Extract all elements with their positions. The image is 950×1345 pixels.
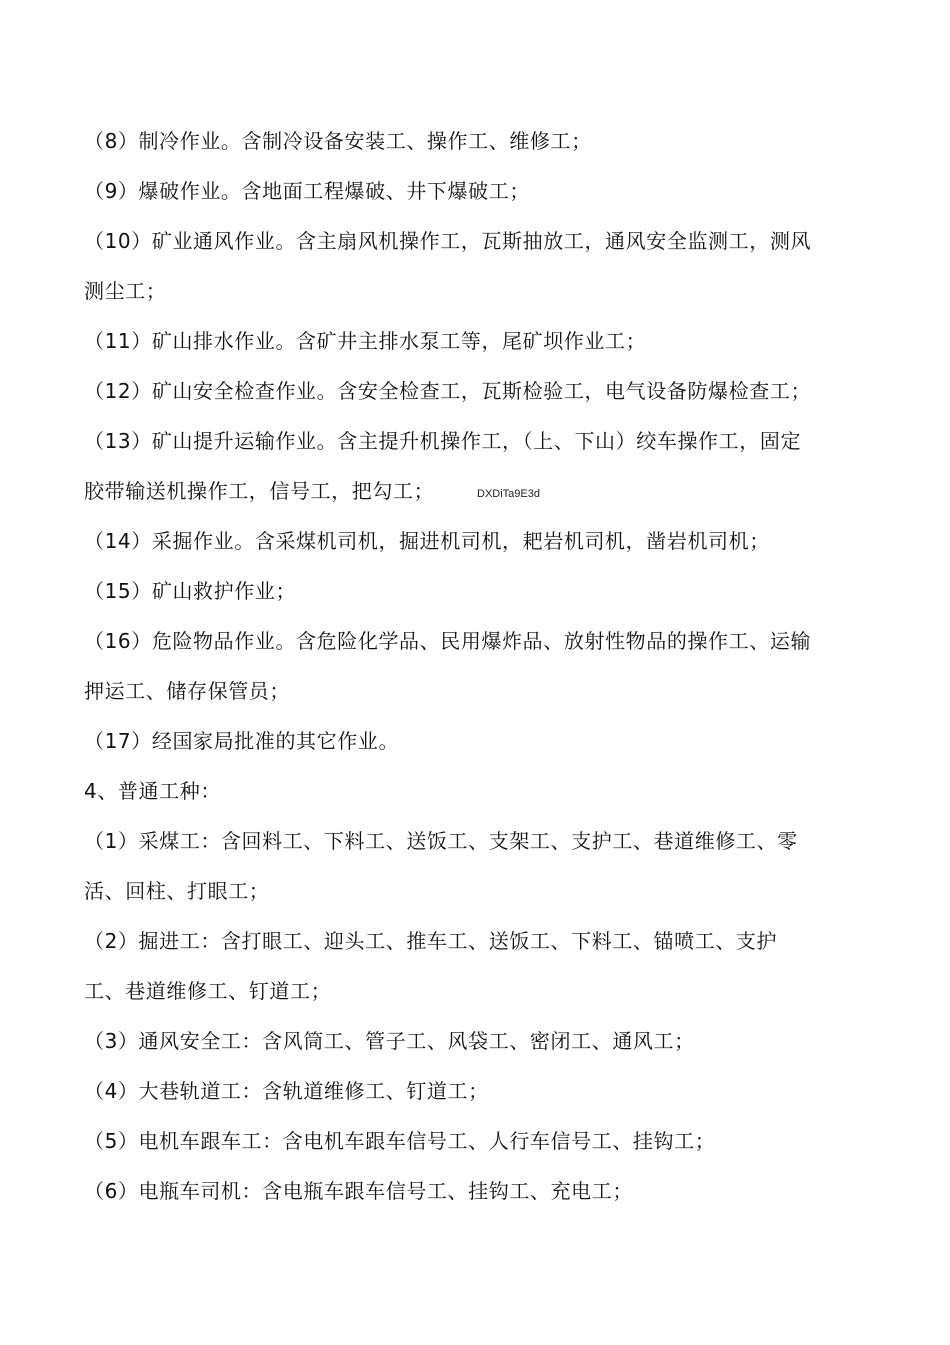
text-line: （10）矿业通风作业。含主扇风机操作工，瓦斯抽放工，通风安全监测工，测风 <box>84 229 812 253</box>
text-line: （1）采煤工：含回料工、下料工、送饭工、支架工、支护工、巷道维修工、零 <box>84 829 798 853</box>
text-line: （4）大巷轨道工：含轨道维修工、钉道工； <box>84 1079 489 1103</box>
text-line: 工、巷道维修工、钉道工； <box>84 979 332 1003</box>
text-line: （12）矿山安全检查作业。含安全检查工，瓦斯检验工，电气设备防爆检查工； <box>84 379 812 403</box>
text-line: （2）掘进工：含打眼工、迎头工、推车工、送饭工、下料工、锚喷工、支护 <box>84 929 778 953</box>
text-line: （14）采掘作业。含采煤机司机，掘进机司机，耙岩机司机，凿岩机司机； <box>84 529 770 553</box>
text-line: （15）矿山救护作业； <box>84 579 297 603</box>
text-line: （8）制冷作业。含制冷设备安装工、操作工、维修工； <box>84 129 592 153</box>
text-line: 活、回柱、打眼工； <box>84 879 270 903</box>
text-line: 胶带输送机操作工，信号工，把勾工； <box>84 479 435 503</box>
text-line: （16）危险物品作业。含危险化学品、民用爆炸品、放射性物品的操作工、运输 <box>84 629 812 653</box>
text-line: 押运工、储存保管员； <box>84 679 290 703</box>
section-heading: 4、普通工种： <box>84 779 221 803</box>
text-line: 测尘工； <box>84 279 167 303</box>
text-line: （6）电瓶车司机：含电瓶车跟车信号工、挂钩工、充电工； <box>84 1179 633 1203</box>
text-line: （5）电机车跟车工：含电机车跟车信号工、人行车信号工、挂钩工； <box>84 1129 716 1153</box>
text-line: （9）爆破作业。含地面工程爆破、井下爆破工； <box>84 179 530 203</box>
text-line: （3）通风安全工：含风筒工、管子工、风袋工、密闭工、通风工； <box>84 1029 695 1053</box>
text-line: （17）经国家局批准的其它作业。 <box>84 729 400 753</box>
text-line: （13）矿山提升运输作业。含主提升机操作工，（上、下山）绞车操作工，固定 <box>84 429 802 453</box>
text-line: （11）矿山排水作业。含矿井主排水泵工等，尾矿坝作业工； <box>84 329 647 353</box>
inline-code: DXDiTa9E3d <box>477 488 540 500</box>
